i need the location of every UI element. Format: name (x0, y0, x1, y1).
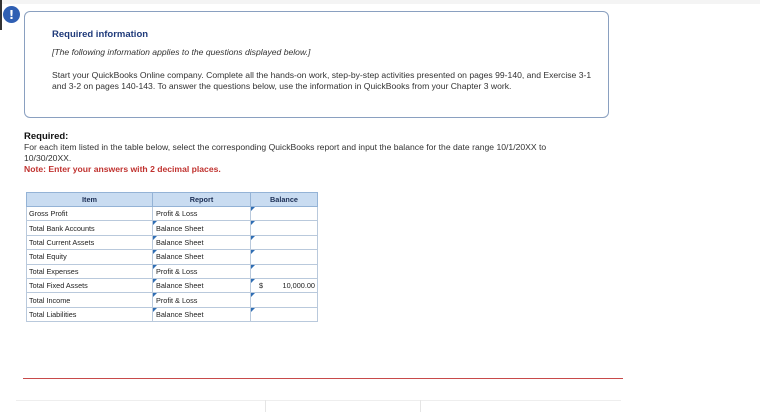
alert-icon: ! (3, 6, 20, 23)
bottom-divider (420, 400, 421, 412)
currency-symbol: $ (259, 281, 264, 291)
bottom-nav-strip (16, 400, 621, 413)
report-value: Profit & Loss (156, 295, 198, 305)
info-title: Required information (52, 29, 149, 40)
required-heading: Required: (24, 131, 69, 142)
flag-icon (153, 236, 157, 240)
header-balance: Balance (251, 193, 318, 207)
table-row (27, 278, 318, 292)
table-row (27, 293, 318, 307)
flag-icon (153, 265, 157, 269)
item-cell: Total Bank Accounts (27, 221, 153, 235)
left-edge-marker (0, 0, 2, 30)
balance-input[interactable] (251, 278, 318, 292)
info-note: [The following information applies to the questions displayed below.] (52, 47, 311, 57)
report-select[interactable] (153, 293, 251, 307)
report-select[interactable] (153, 235, 251, 249)
report-select[interactable] (153, 307, 251, 321)
table-row (27, 250, 318, 264)
item-cell: Total Expenses (27, 264, 153, 278)
report-select[interactable] (153, 278, 251, 292)
top-edge (0, 0, 760, 4)
table-row (27, 207, 318, 221)
flag-icon (251, 250, 255, 254)
flag-icon (153, 308, 157, 312)
report-value: Balance Sheet (156, 281, 204, 291)
table-row (27, 235, 318, 249)
balance-input[interactable] (251, 235, 318, 249)
flag-icon (153, 279, 157, 283)
flag-icon (251, 221, 255, 225)
item-cell: Total Current Assets (27, 235, 153, 249)
balance-input[interactable] (251, 250, 318, 264)
bottom-divider (265, 400, 266, 412)
table-row (27, 307, 318, 321)
balance-input[interactable] (251, 264, 318, 278)
table-header-row (27, 193, 318, 207)
header-report: Report (153, 193, 251, 207)
item-cell: Total Liabilities (27, 307, 153, 321)
info-body: Start your QuickBooks Online company. Complete all the hands-on work, step-by-step activities presented on pages 99-140, and Exercise 3-1 and 3-2 on pages 140-143. To answer the questions below, use the information in QuickBooks from your Chapter 3 work. (52, 70, 592, 91)
header-item: Item (27, 193, 153, 207)
required-note: Note: Enter your answers with 2 decimal places. (24, 164, 221, 174)
flag-icon (251, 279, 255, 283)
balance-value: 10,000.00 (282, 281, 315, 291)
balance-input[interactable] (251, 221, 318, 235)
required-text: For each item listed in the table below, select the corresponding QuickBooks report and input the balance for the date range 10/1/20XX to 10/30/20XX. (24, 142, 547, 163)
required-information-card (24, 11, 609, 118)
table-row (27, 264, 318, 278)
item-cell: Gross Profit (27, 207, 153, 221)
report-select[interactable] (153, 207, 251, 221)
report-value: Balance Sheet (156, 309, 204, 319)
flag-icon (251, 265, 255, 269)
balance-input[interactable] (251, 307, 318, 321)
balance-input[interactable] (251, 207, 318, 221)
answer-table (26, 192, 318, 322)
report-select[interactable] (153, 264, 251, 278)
flag-icon (251, 207, 255, 211)
flag-icon (251, 236, 255, 240)
item-cell: Total Fixed Assets (27, 278, 153, 292)
flag-icon (153, 293, 157, 297)
report-select[interactable] (153, 221, 251, 235)
flag-icon (153, 221, 157, 225)
balance-input[interactable] (251, 293, 318, 307)
report-value: Balance Sheet (156, 223, 204, 233)
item-cell: Total Income (27, 293, 153, 307)
table-row (27, 221, 318, 235)
flag-icon (251, 293, 255, 297)
report-value: Balance Sheet (156, 237, 204, 247)
flag-icon (153, 250, 157, 254)
report-select[interactable] (153, 250, 251, 264)
report-value: Profit & Loss (156, 266, 198, 276)
flag-icon (251, 308, 255, 312)
report-value: Profit & Loss (156, 209, 198, 219)
report-value: Balance Sheet (156, 252, 204, 262)
item-cell: Total Equity (27, 250, 153, 264)
